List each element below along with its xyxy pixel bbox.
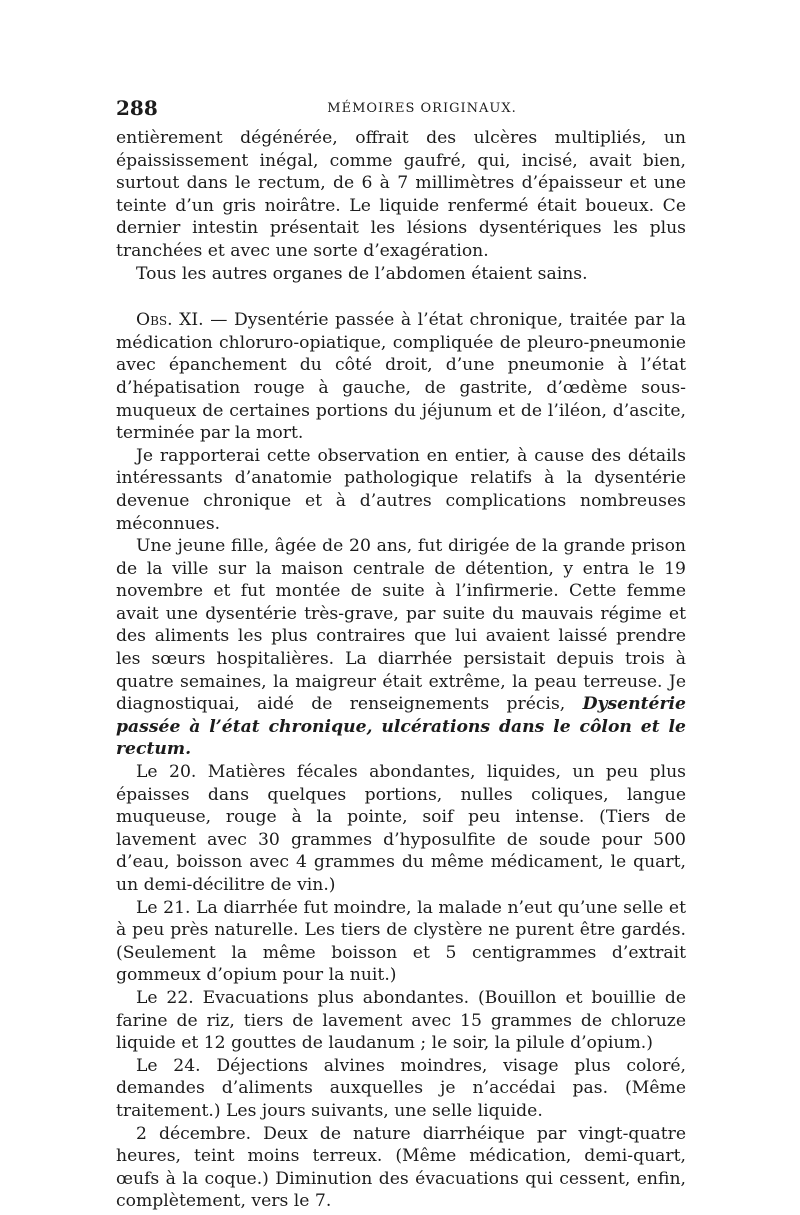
- entry-day-24: Le 24. Déjections alvines moindres, visage plus coloré, demandes d’aliments auxquelles je n’accédai pas. (Même traitement.) Les jours suivants, une selle liquide.: [116, 1055, 686, 1121]
- body-text: [116, 127, 686, 1213]
- observation-summary: — Dysentérie passée à l’état chronique, traitée par la médication chloruro-opiatique, compliquée de pleuro-pneumonie avec épanchement du côté droit, d’une pneumonie à l’état d’hépatisation rouge à gauche, de gastrite, d’œdème sous-muqueux de certaines portions du jéjunum et de l’iléon, d’ascite, terminée par la mort.: [116, 310, 687, 444]
- page-number: 288: [116, 96, 158, 120]
- observation-label: Obs. XI.: [136, 310, 204, 331]
- paragraph-case: [116, 535, 686, 761]
- diagnosis-italic: Dysentérie passée à l’état chronique, ulcérations dans le côlon et le rectum.: [116, 694, 686, 760]
- entry-day-20: Le 20. Matières fécales abondantes, liquides, un peu plus épaisses dans quelques portions, nulles coliques, langue muqueuse, rouge à la pointe, soif peu intense. (Tiers de lavement avec 30 grammes d’hyposulfite de soude pour 500 d’eau, boisson avec 4 grammes du même médicament, le quart, un demi-décilitre de vin.): [116, 762, 686, 895]
- entry-day-21: Le 21. La diarrhée fut moindre, la malade n’eut qu’une selle et à peu près naturelle. Les tiers de clystère ne purent être gardés. (Seulement la même boisson et 5 centigrammes d’extrait gommeux d’opium pour la nuit.): [116, 897, 686, 986]
- paragraph-continuation: entièrement dégénérée, offrait des ulcères multipliés, un épaississement inégal, comme gaufré, qui, incisé, avait bien, surtout dans le rectum, de 6 à 7 millimètres d’épaisseur et une teinte d’un gris noirâtre. Le liquide renfermé était boueux. Ce dernier intestin présentait les lésions dysentériques les plus tranchées et avec une sorte d’exagération.: [116, 128, 686, 261]
- entry-day-22: Le 22. Evacuations plus abondantes. (Bouillon et bouillie de farine de riz, tiers de lavement avec 15 grammes de chloruze liquide et 12 gouttes de laudanum ; le soir, la pilule d’opium.): [116, 987, 686, 1054]
- observation-heading: [116, 309, 686, 445]
- page-header: [116, 96, 688, 122]
- entry-december-2: 2 décembre. Deux de nature diarrhéique par vingt-quatre heures, teint moins terreux. (Même médication, demi-quart, œufs à la coque.) Diminution des évacuations qui cessent, enfin, complètement, vers le 7.: [116, 1123, 686, 1212]
- running-title: MÉMOIRES ORIGINAUX.: [327, 101, 517, 116]
- case-description: Une jeune fille, âgée de 20 ans, fut dirigée de la grande prison de la ville sur la maison centrale de détention, y entra le 19 novembre et fut montée de suite à l’infirmerie. Cette femme avait une dysentérie très-grave, par suite du mauvais régime et des aliments les plus contraires que lui avaient laissé prendre les sœurs hospitalières. La diarrhée persistait depuis trois à quatre semaines, la maigreur était extrême, la peau terreuse. Je diagnostiquai, aidé de renseignements précis,: [116, 536, 686, 715]
- paragraph-intro: Je rapporterai cette observation en entier, à cause des détails intéressants d’anatomie pathologique relatifs à la dysentérie devenue chronique et à d’autres complications nombreuses méconnues.: [116, 445, 686, 534]
- paragraph-organs: Tous les autres organes de l’abdomen étaient sains.: [136, 263, 588, 284]
